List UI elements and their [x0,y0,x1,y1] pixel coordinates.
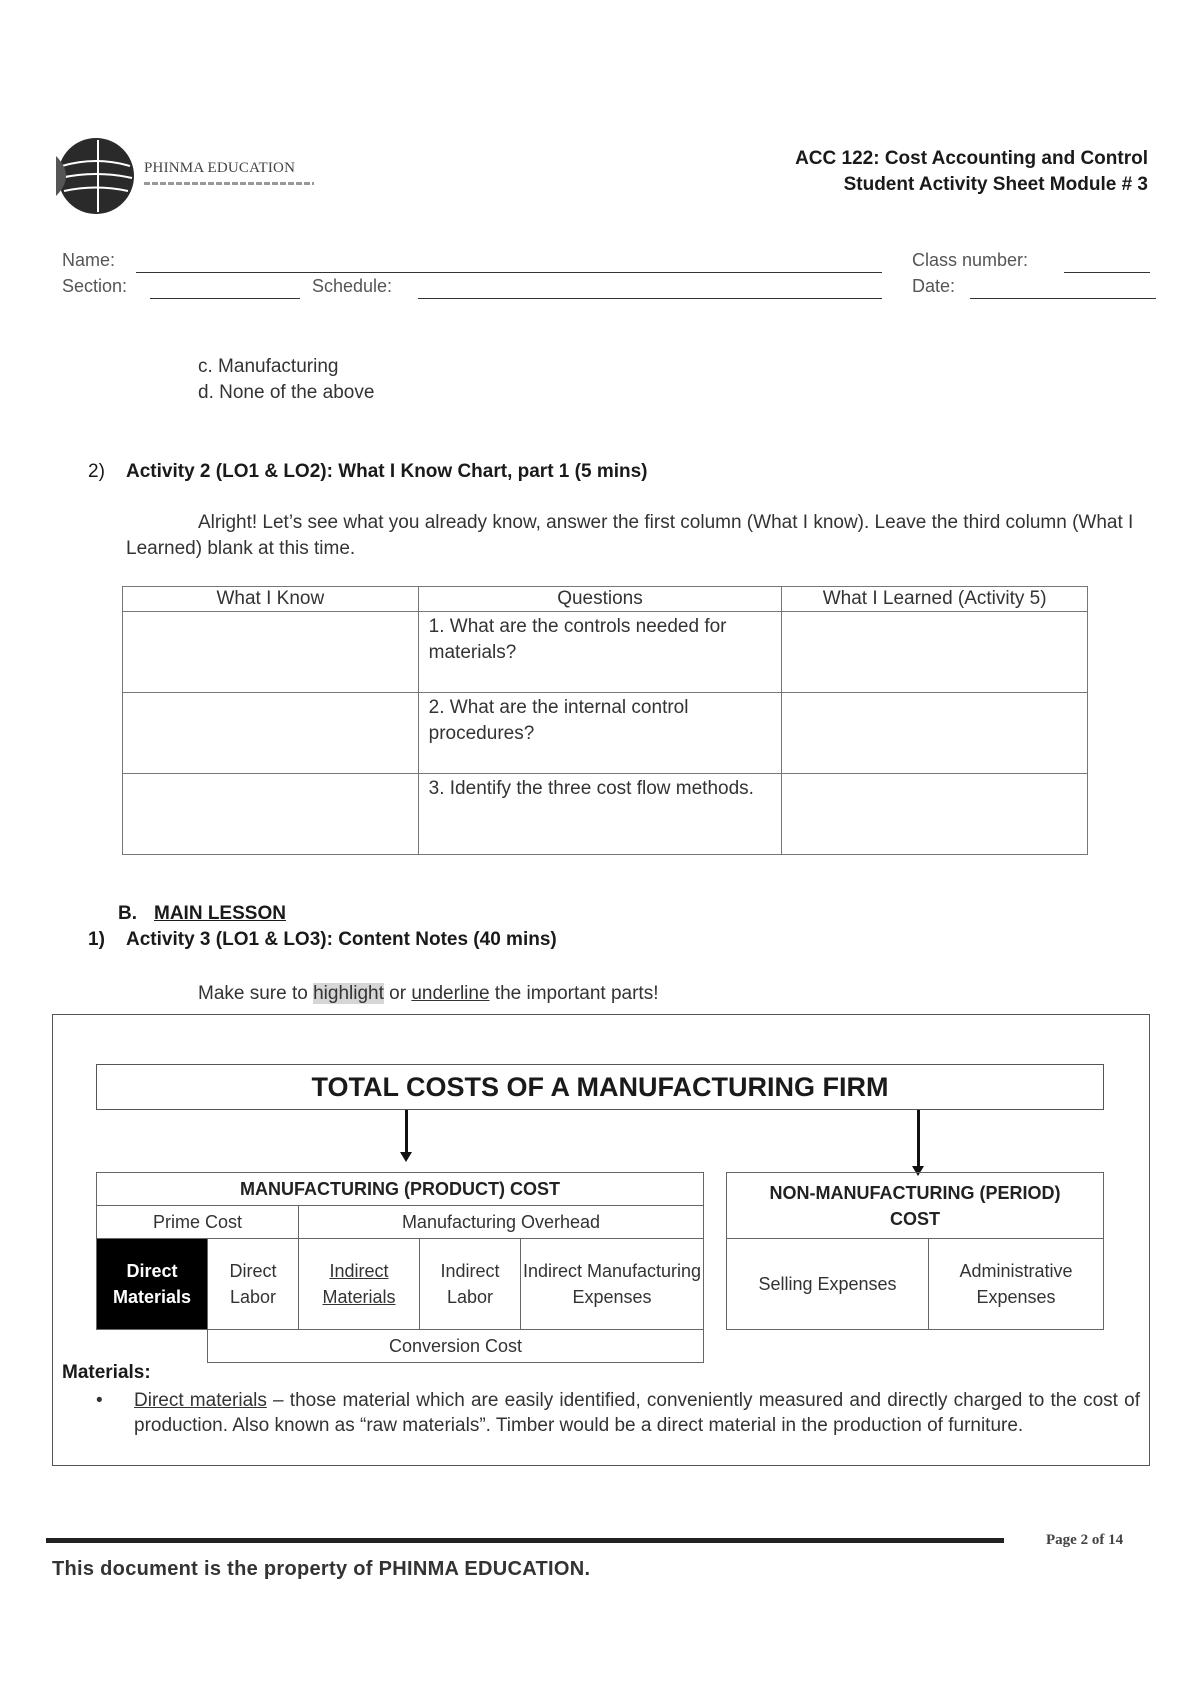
main-lesson-label: B. [118,903,137,924]
know-answer-cell[interactable] [123,693,419,774]
schedule-field[interactable] [418,298,882,299]
bullet: • [96,1390,103,1411]
class-number-field[interactable] [1064,272,1150,273]
selling-expenses: Selling Expenses [726,1238,929,1330]
question-cell: 2. What are the internal control procedures? [418,693,782,774]
property-notice: This document is the property of PHINMA EDUCATION. [52,1558,591,1580]
know-answer-cell[interactable] [123,774,419,855]
footer-rule [46,1538,1004,1543]
activity3-number: 1) [88,929,105,950]
activity2-number: 2) [88,461,105,482]
highlight-word: highlight [313,983,384,1004]
learned-answer-cell[interactable] [782,612,1088,693]
what-i-know-table [122,586,1088,855]
indirect-manufacturing-expenses: Indirect Manufacturing Expenses [520,1238,704,1330]
logo-tagline [144,182,314,185]
phinma-globe-icon [56,136,136,216]
learned-answer-cell[interactable] [782,693,1088,774]
direct-labor: Direct Labor [207,1238,299,1330]
direct-materials-definition [134,1388,1140,1438]
date-field[interactable] [970,298,1156,299]
underline-word: underline [411,983,490,1004]
direct-materials-term: Direct materials [134,1390,267,1411]
header-what-i-know: What I Know [123,587,419,612]
know-answer-cell[interactable] [123,612,419,693]
learned-answer-cell[interactable] [782,774,1088,855]
period-cost-header: NON-MANUFACTURING (PERIOD) COST [726,1172,1104,1239]
sheet-title: Student Activity Sheet Module # 3 [843,174,1148,195]
arrow-down-icon [400,1152,412,1162]
table-row [123,774,1088,855]
direct-materials: Direct Materials [96,1238,208,1330]
activity2-instruction: Alright! Let’s see what you already know, answer the first column (What I know). Leave the third column (What I Learned) blank at this time. [126,512,1134,559]
main-lesson-title: MAIN LESSON [154,903,286,924]
header-what-i-learned: What I Learned (Activity 5) [782,587,1088,612]
header-questions: Questions [418,587,782,612]
name-field[interactable] [136,272,882,273]
course-title: ACC 122: Cost Accounting and Control [795,148,1148,169]
question-cell: 3. Identify the three cost flow methods. [418,774,782,855]
logo-text: PHINMA EDUCATION [144,160,296,176]
table-row [123,693,1088,774]
date-label: Date: [912,276,956,296]
indirect-materials: Indirect Materials [298,1238,420,1330]
manufacturing-overhead: Manufacturing Overhead [298,1205,704,1239]
arrow-line-right [917,1110,920,1168]
option-d: d. None of the above [198,382,375,403]
administrative-expenses: Administrative Expenses [928,1238,1104,1330]
indirect-labor: Indirect Labor [419,1238,521,1330]
diagram-title: TOTAL COSTS OF A MANUFACTURING FIRM [96,1064,1104,1110]
table-row [123,612,1088,693]
definition-text: – those material which are easily identified, conveniently measured and directly charged to the cost of production. Also known as “raw materials”. Timber would be a direct material in the production of furniture. [134,1390,1140,1436]
instruction-text: or [383,983,412,1004]
name-label: Name: [62,250,116,270]
question-cell: 1. What are the controls needed for materials? [418,612,782,693]
instruction-text: Make sure to [198,983,314,1004]
instruction-text: the important parts! [489,983,659,1004]
materials-heading: Materials: [62,1362,151,1383]
activity3-title: Activity 3 (LO1 & LO3): Content Notes (40 mins) [126,929,557,950]
section-label: Section: [62,276,128,296]
arrow-line-left [405,1110,408,1154]
conversion-cost: Conversion Cost [207,1329,704,1363]
schedule-label: Schedule: [312,276,393,296]
course-heading [795,146,1148,198]
activity3-instruction [198,981,658,1007]
section-field[interactable] [150,298,300,299]
prime-cost: Prime Cost [96,1205,299,1239]
activity2-title: Activity 2 (LO1 & LO2): What I Know Chart, part 1 (5 mins) [126,461,648,482]
page-number: Page 2 of 14 [1046,1532,1124,1548]
option-c: c. Manufacturing [198,356,339,377]
class-number-label: Class number: [912,250,1029,270]
logo [56,136,346,216]
product-cost-header: MANUFACTURING (PRODUCT) COST [96,1172,704,1206]
